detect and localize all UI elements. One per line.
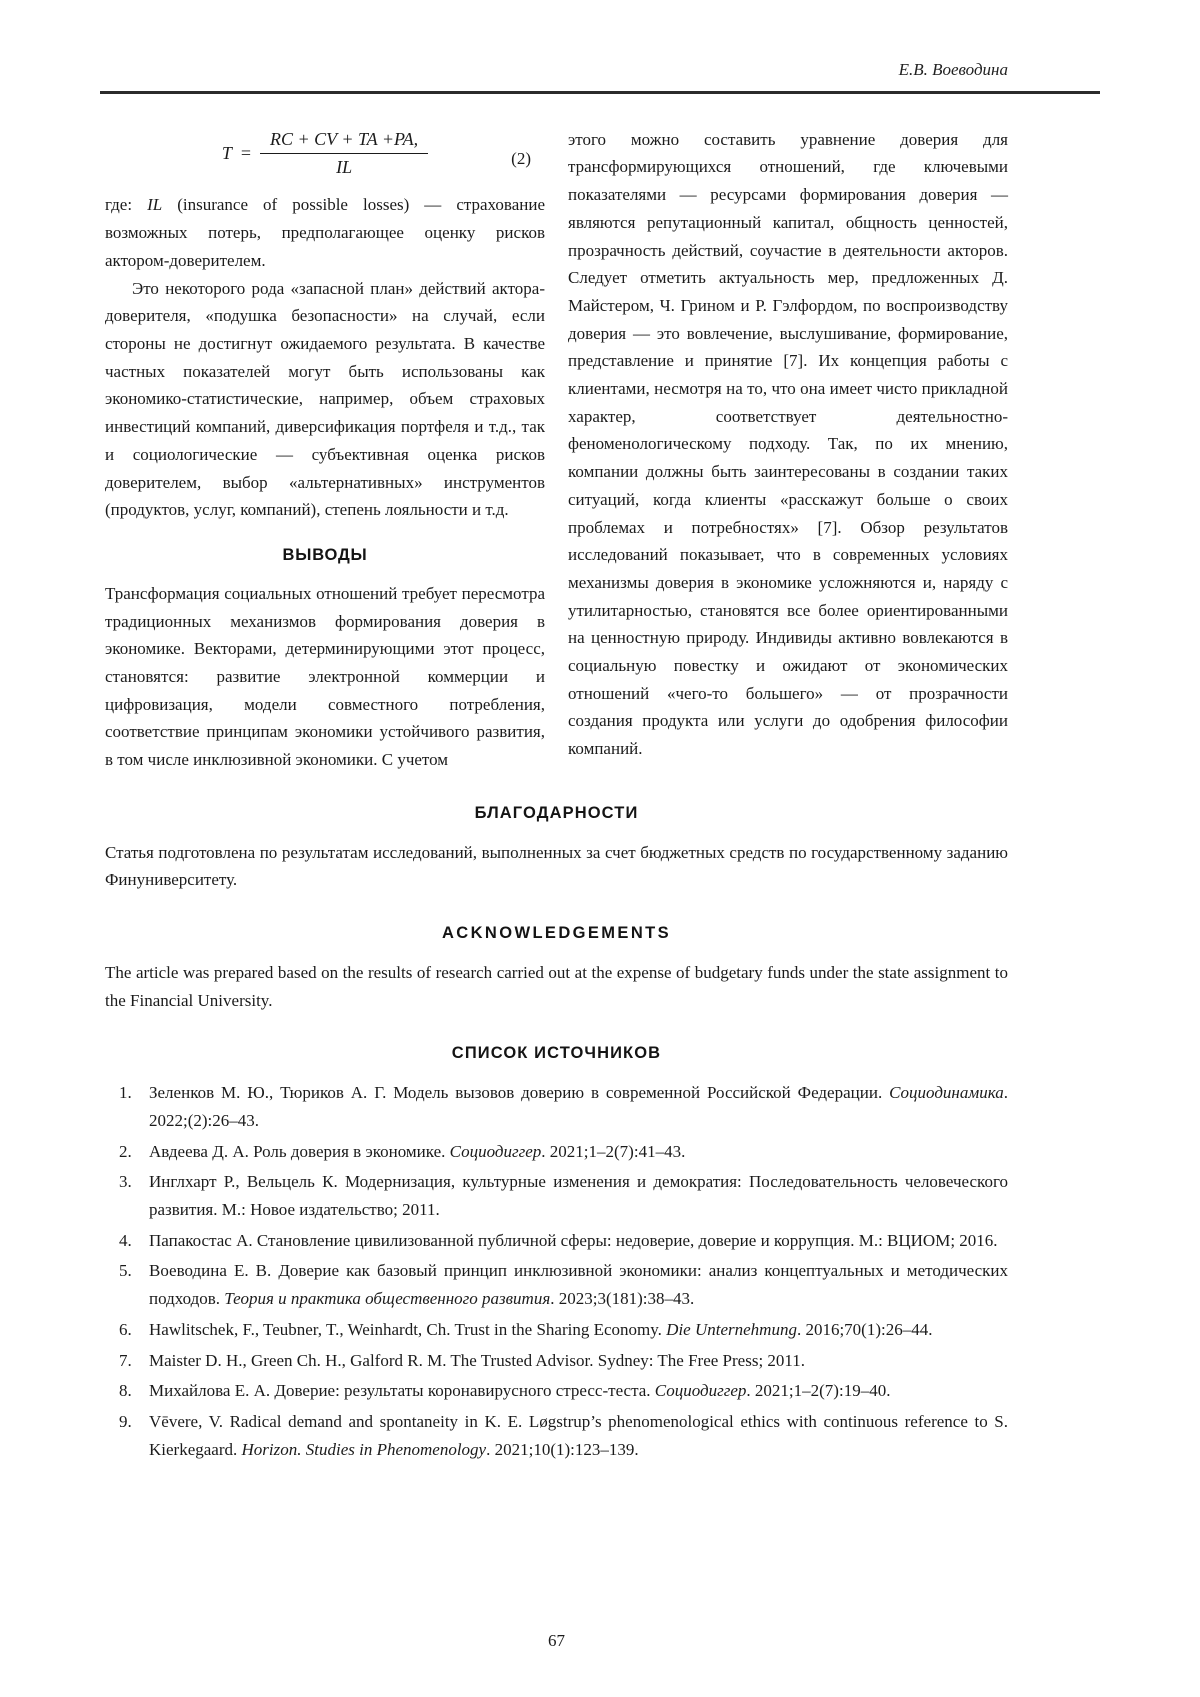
reference-number: 1. [119, 1083, 132, 1103]
reference-item [105, 1347, 1008, 1375]
acknowledgements-en-section [105, 920, 1008, 1014]
header-rule [100, 91, 1100, 94]
two-column-body [105, 126, 1008, 774]
paragraph-backup-plan: Это некоторого рода «запасной план» действий актора-доверителя, «подушка безопасности» на случай, если стороны не достигнут ожидаемого результата. В качестве частных показателей могут быть использованы как экономико-статистические, например, объем страховых инвестиций компаний, диверсификация портфеля и т.д., так и социологические — субъективная оценка рисков доверителем, выбор «альтернативных» инструментов (продуктов, услуг, компаний), степень лояльности и т.д. [105, 278, 545, 520]
acknowledgements-en-text: The article was prepared based on the results of research carried out at the expense of budgetary funds under the state assignment to the Financial University. [105, 962, 1008, 1010]
fraction-numerator: RC + CV + TA +PA, [260, 128, 428, 154]
reference-item [105, 1227, 1008, 1255]
equals-sign: = [240, 142, 252, 163]
reference-text: Инглхарт Р., Вельцель К. Модернизация, культурные изменения и демократия: Последовательность человеческого развития. М.: Новое издательство; 2011. [149, 1172, 1008, 1220]
equation-number: (2) [511, 148, 531, 168]
references-section [105, 1040, 1008, 1463]
reference-text: Папакостас А. Становление цивилизованной публичной сферы: недоверие, доверие и коррупция. М.: ВЦИОМ; 2016. [149, 1230, 998, 1250]
reference-number: 2. [119, 1141, 132, 1161]
right-column [568, 126, 1008, 774]
reference-number: 5. [119, 1261, 132, 1281]
reference-number: 3. [119, 1172, 132, 1192]
references-heading: СПИСОК ИСТОЧНИКОВ [451, 1044, 662, 1063]
equation-lhs: T [221, 142, 232, 163]
acknowledgements-en-heading: ACKNOWLEDGEMENTS [441, 924, 672, 943]
acknowledgements-ru-section [105, 800, 1008, 894]
reference-item [105, 1168, 1008, 1223]
reference-number: 4. [119, 1230, 132, 1250]
acknowledgements-ru-text: Статья подготовлена по результатам исследований, выполненных за счет бюджетных средств по государственному заданию Финуниверситету. [105, 842, 1008, 890]
reference-text: Hawlitschek, F., Teubner, T., Weinhardt, Ch. Trust in the Sharing Economy. Die Unternehmung. 2016;70(1):26–44. [149, 1319, 933, 1339]
page-header [100, 0, 1100, 94]
reference-item [105, 1408, 1008, 1463]
fraction-denominator: IL [336, 157, 353, 178]
acknowledgements-ru-heading: БЛАГОДАРНОСТИ [474, 803, 639, 822]
references-list [105, 1079, 1008, 1463]
paragraph-conclusions: Трансформация социальных отношений требует пересмотра традиционных механизмов формирования доверия в экономике. Векторами, детерминирующими этот процесс, становятся: развитие электронной коммерции и цифровизация, модели совместного потребления, соответствие принципам экономики устойчивого развития, в том числе инклюзивной экономики. С учетом [105, 583, 545, 770]
reference-item [105, 1079, 1008, 1134]
equation-2 [222, 128, 428, 180]
reference-number: 6. [119, 1319, 132, 1339]
reference-item [105, 1138, 1008, 1166]
reference-text: Maister D. H., Green Ch. H., Galford R. M. The Trusted Advisor. Sydney: The Free Press; 2011. [149, 1350, 806, 1370]
reference-text: Авдеева Д. А. Роль доверия в экономике. Социодиггер. 2021;1–2(7):41–43. [149, 1141, 686, 1161]
reference-text: Воеводина Е. В. Доверие как базовый принцип инклюзивной экономики: анализ концептуальных и методических подходов. Теория и практика общественного развития. 2023;3(181):38–43. [149, 1261, 1008, 1309]
page-content [105, 126, 1008, 1464]
page-number: 67 [548, 1631, 565, 1651]
reference-number: 7. [119, 1350, 132, 1370]
reference-item [105, 1316, 1008, 1344]
reference-number: 9. [119, 1411, 132, 1431]
fraction [260, 128, 428, 180]
paragraph-continuation: этого можно составить уравнение доверия для трансформирующихся отношений, где ключевыми показателями — ресурсами формирования доверия — являются репутационный капитал, общность ценностей, прозрачность действий, соучастие в деятельности акторов. Следует отметить актуальность мер, предложенных Д. Майстером, Ч. Грином и Р. Гэлфордом, по воспроизводству доверия — это вовлечение, выслушивание, формирование, представление и принятие [7]. Их концепция работы с клиентами, несмотря на то, что она имеет чисто прикладной характер, соответствует деятельностно-феноменологическому подходу. Так, по их мнению, компании должны быть заинтересованы в создании таких ситуаций, когда клиенты «расскажут больше о своих проблемах и потребностях» [7]. Обзор результатов исследований показывает, что в современных условиях механизмы доверия в экономике усложняются и, наряду с утилитарностью, становятся все более ориентированными на ценностную природу. Индивиды активно вовлекаются в социальную повестку и ожидают от экономических отношений «чего-то большего» — от прозрачности создания продукта или услуги до одобрения философии компаний. [568, 129, 1008, 759]
reference-item [105, 1257, 1008, 1312]
reference-text: Vēvere, V. Radical demand and spontaneity in K. E. Løgstrup’s phenomenological ethics with continuous reference to S. Kierkegaard. Horizon. Studies in Phenomenology. 2021;10(1):123–139. [149, 1411, 1008, 1459]
running-head: Е.В. Воеводина [898, 60, 1008, 79]
conclusions-heading: ВЫВОДЫ [282, 545, 368, 564]
reference-item [105, 1377, 1008, 1405]
paragraph-il-definition: где: IL (insurance of possible losses) — страхование возможных потерь, предполагающее оценку рисков актором-доверителем. [105, 195, 545, 270]
left-column [105, 126, 545, 774]
reference-text: Михайлова Е. А. Доверие: результаты коронавирусного стресс-теста. Социодиггер. 2021;1–2(7):19–40. [149, 1381, 891, 1401]
reference-number: 8. [119, 1381, 132, 1401]
reference-text: Зеленков М. Ю., Тюриков А. Г. Модель вызовов доверию в современной Российской Федерации. Социодинамика. 2022;(2):26–43. [149, 1083, 1008, 1130]
equation-block [105, 126, 545, 192]
